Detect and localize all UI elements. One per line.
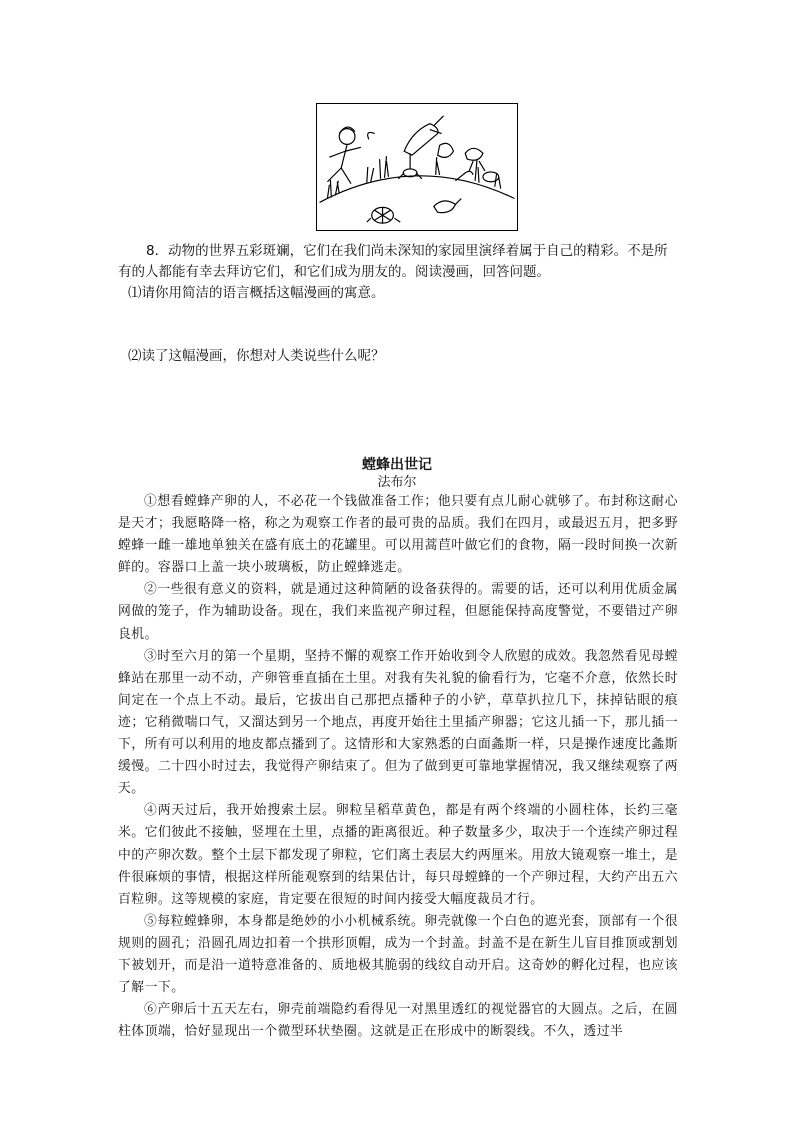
cartoon-illustration [316, 103, 518, 231]
article-paragraph: ③时至六月的第一个星期，坚持不懈的观察工作开始收到令人欣慰的成效。我忽然看见母螳蜂站在那里一动不动，产卵管垂直插在土里。对我有失礼貌的偷看行为，它毫不介意，依然长时间定在一个点上不动。最后，它拔出自己那把点播种子的小铲，草草扒拉几下，抹掉钻眼的痕迹；它稍微喘口气，又溜达到另一个地点，再度开始往土里插产卵器；它这儿插一下，那儿插一下，所有可以利用的地皮都点播到了。这情形和大家熟悉的白面螽斯一样，只是操作速度比螽斯缓慢。二十四小时过去，我觉得产卵结束了。但为了做到更可靠地掌握情况，我又继续观察了两天。 [118, 648, 678, 797]
question-8-sub1: ⑴请你用简洁的语言概括这幅漫画的寓意。 [128, 285, 385, 301]
article-body [118, 491, 678, 1043]
article-author: 法布尔 [377, 475, 417, 490]
question-8-sub2: ⑵读了这幅漫画，你想对人类说些什么呢？ [128, 348, 385, 364]
article-title: 螳蜂出世记 [362, 457, 432, 473]
question-8-prompt: 8．动物的世界五彩斑斓，它们在我们尚未深知的家园里演绎着属于自己的精彩。不是所有的人都能有幸去拜访它们，和它们成为朋友的。阅读漫画，回答问题。 [118, 243, 668, 280]
article-paragraph: ④两天过后，我开始搜索土层。卵粒呈稻草黄色，都是有两个终端的小圆柱体，长约三毫米。它们彼此不接触，竖埋在土里，点播的距离很近。种子数量多少，取决于一个连续产卵过程中的产卵次数。整个土层下都发现了卵粒，它们离土表层大约两厘米。用放大镜观察一堆土，是件很麻烦的事情，根据这样所能观察到的结果估计，每只母螳蜂的一个产卵过程，大约产出五六百粒卵。这等规模的家庭，肯定要在很短的时间内接受大幅度裁员才行。 [118, 803, 678, 907]
article-paragraph: ⑥产卵后十五天左右，卵壳前端隐约看得见一对黑里透红的视觉器官的大圆点。之后，在圆柱体顶端，恰好显现出一个微型环状垫圈。这就是正在形成中的断裂线。不久，透过半 [118, 1002, 678, 1040]
article-paragraph: ①想看螳蜂产卵的人，不必花一个钱做准备工作；他只要有点儿耐心就够了。布封称这耐心是天才；我愿略降一格，称之为观察工作者的最可贵的品质。我们在四月，或最迟五月，把多野螳蜂一雌一雄地单独关在盛有底土的花罐里。可以用蒿苣叶做它们的食物，隔一段时间换一次新鲜的。容器口上盖一块小玻璃板，防止螳蜂逃走。 [118, 494, 678, 576]
cartoon-drawing [317, 104, 517, 230]
article-paragraph: ②一些很有意义的资料，就是通过这种简陋的设备获得的。需要的话，还可以利用优质金属网做的笼子，作为辅助设备。现在，我们来监视产卵过程，但愿能保持高度警觉，不要错过产卵良机。 [118, 582, 678, 642]
article-paragraph: ⑤每粒螳蜂卵，本身都是绝妙的小小机械系统。卵壳就像一个白色的遮光套，顶部有一个很规则的圆孔；沿圆孔周边扣着一个拱形顶帽，成为一个封盖。封盖不是在新生儿盲目推顶或割划下被划开，而是沿一道特意准备的、质地极其脆弱的线纹自动开启。这奇妙的孵化过程，也应该了解一下。 [118, 913, 678, 996]
